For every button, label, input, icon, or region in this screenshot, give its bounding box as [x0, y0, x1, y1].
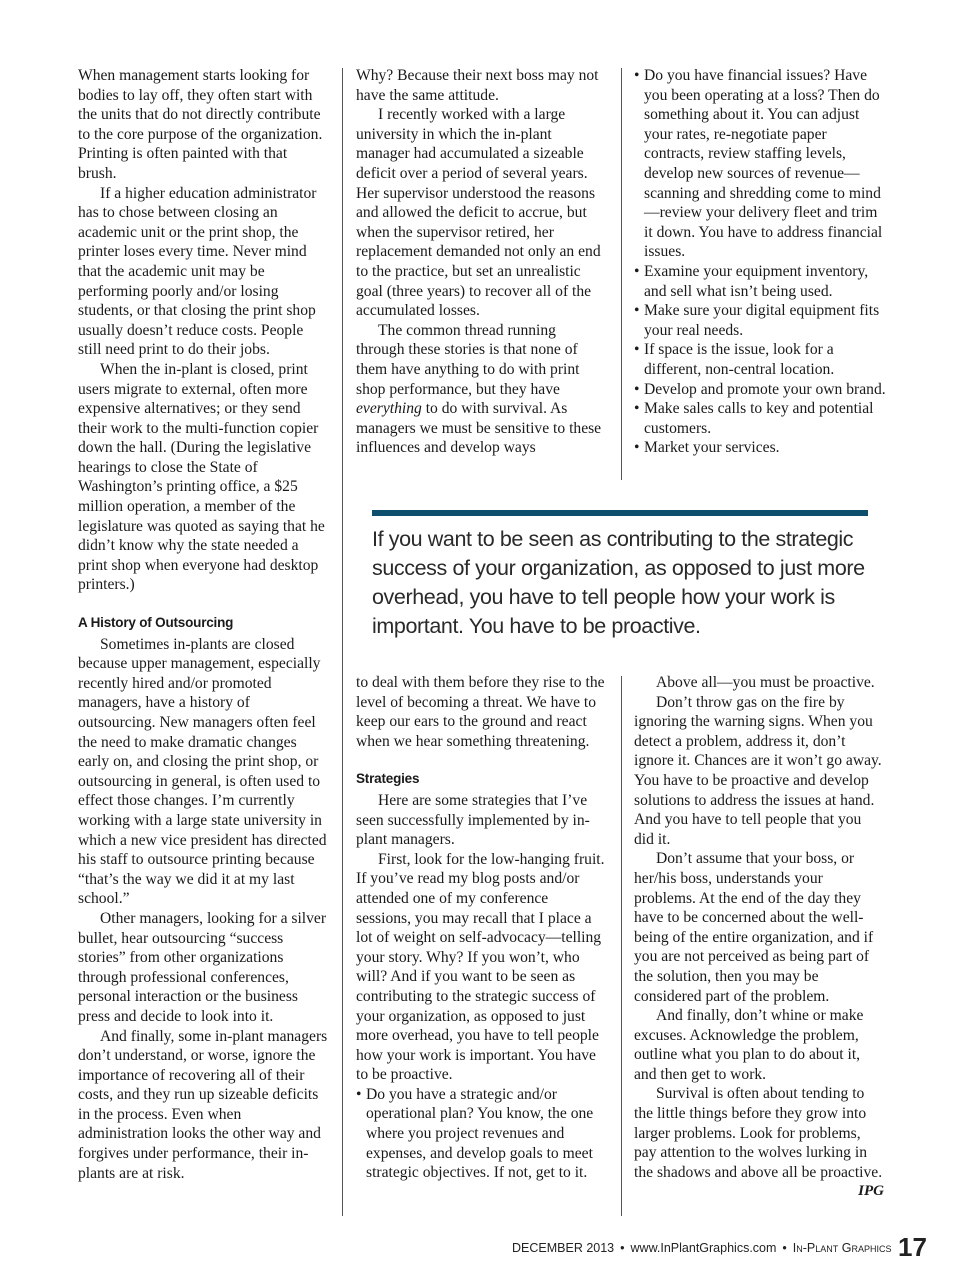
paragraph: Sometimes in-plants are closed because upper management, especially recently hired and/or promoted managers, have a history of outsourcing. New managers often feel the need to make dramatic changes early on, and closing the print shop, or outsourcing in general, is often used to effect those changes. I’m currently working with a large state university in which a new vice president has directed his staff to outsource printing because “that’s the way we did it at my last school.”	[78, 635, 327, 908]
column-divider	[342, 68, 343, 1216]
paragraph: If a higher education administrator has to chose between closing an academic unit or the print shop, the printer loses every time. Never mind that the academic unit may be performing poorly and/or losing students, or that closing the print shop usually doesn’t reduce costs. People still need print to do their jobs.	[78, 184, 317, 359]
paragraph: Other managers, looking for a silver bullet, hear outsourcing “success stories” from other organizations through professional conferences, personal interaction or the business press and decide to look into it.	[78, 909, 327, 1025]
pull-quote-bar	[372, 510, 868, 516]
column-1	[78, 66, 328, 1183]
column-2-bottom	[356, 673, 606, 1183]
paragraph: to deal with them before they rise to the level of becoming a threat. We have to keep our ears to the ground and react when we hear something threatening.	[356, 674, 605, 750]
paragraph: First, look for the low-hanging fruit. If you’ve read my blog posts and/or attended one of my conference sessions, you may recall that I place a lot of weight on self-advocacy—telling your story. Why? If you won’t, who will? And if you want to be seen as contributing to the strategic success of your organization, as opposed to just more overhead, you have to tell people how your work is important. You have to be proactive.	[356, 850, 605, 1084]
paragraph: Don’t assume that your boss, or her/his boss, understands your problems. At the end of the day they have to be concerned about the well-being of the entire organization, and if you are not perceived as being part of the solution, then you may be considered part of the problem.	[634, 850, 874, 1005]
issue-date: DECEMBER 2013	[512, 1241, 615, 1255]
column-3-top	[634, 66, 886, 458]
pull-quote: If you want to be seen as contributing to the strategic success of your organization, as opposed to just more overhead, you have to tell people how your work is important. You have to be proactive.	[372, 527, 865, 638]
list-item: • Develop and promote your own brand.	[634, 380, 886, 400]
strategy-list	[634, 66, 886, 458]
paragraph: When management starts looking for bodies to lay off, they often start with the units that do not directly contribute to the core purpose of the organization. Printing is often painted with that brush.	[78, 67, 323, 182]
bullet-icon: •	[782, 1241, 787, 1255]
paragraph: I recently worked with a large university in which the in-plant manager had accumulated a sizeable deficit over a period of several years. Her supervisor understood the reasons and allowed the deficit to accrue, but when the supervisor retired, her replacement demanded not only an end to the practice, but set an unrealistic goal (three years) to recover all of the accumulated losses.	[356, 106, 601, 320]
paragraph: The common thread running through these stories is that none of them have anything to do with print shop performance, but they have everything to do with survival. As managers we must be sensitive to these influences and develop ways	[356, 321, 602, 457]
bullet-icon: •	[620, 1241, 625, 1255]
list-item: • If space is the issue, look for a different, non-central location.	[634, 340, 886, 379]
strategy-list	[356, 1085, 606, 1183]
list-item: • Examine your equipment inventory, and sell what isn’t being used.	[634, 262, 886, 301]
paragraph: Above all—you must be proactive.	[656, 674, 875, 691]
paragraph: Why? Because their next boss may not have the same attitude.	[356, 67, 599, 104]
paragraph: And finally, some in-plant managers don’t understand, or worse, ignore the importance of recovering all of their costs, and they run up sizeable deficits in the process. Even when administration looks the other way and forgives under performance, their in-plants are at risk.	[78, 1027, 328, 1182]
list-item: • Make sales calls to key and potential customers.	[634, 399, 886, 438]
paragraph: Here are some strategies that I’ve seen successfully implemented by in-plant managers.	[356, 791, 590, 849]
paragraph: Survival is often about tending to the little things before they grow into larger problems. Look for problems, pay attention to the wolves lurking in the shadows and above all be proactive. IPG	[634, 1084, 884, 1182]
publication-name: In-Plant Graphics	[792, 1241, 892, 1255]
paragraph: Don’t throw gas on the fire by ignoring the warning signs. When you detect a problem, address it, don’t ignore it. Chances are it won’t go away. You have to be proactive and develop solutions to address the issues at hand. And you have to tell people that you did it.	[634, 693, 882, 848]
section-heading-strategies: Strategies	[356, 771, 420, 787]
page-footer	[512, 1241, 952, 1255]
site-url: www.InPlantGraphics.com	[630, 1241, 777, 1255]
column-3-bottom	[634, 673, 884, 1202]
page-number: 17	[898, 1232, 927, 1262]
paragraph: When the in-plant is closed, print users migrate to external, often more expensive alternatives; or they send their work to the multi-function copier down the hall. (During the legislative hearings to close the State of Washington’s printing office, a $25 million operation, a member of the legislature was quoted as saying that he didn’t know why the state needed a print shop when everyone had desktop printers.)	[78, 360, 325, 594]
signature-mark: IPG	[858, 1183, 884, 1200]
column-divider	[621, 676, 622, 1216]
section-heading-outsourcing: A History of Outsourcing	[78, 615, 234, 631]
paragraph: And finally, don’t whine or make excuses. Acknowledge the problem, outline what you plan to do about it, and then get to work.	[634, 1007, 864, 1083]
list-item: • Do you have a strategic and/or operational plan? You know, the one where you project revenues and expenses, and develop goals to meet strategic objectives. If not, get to it.	[356, 1085, 606, 1183]
list-item: • Do you have financial issues? Have you been operating at a loss? Then do something about it. You can adjust your rates, re-negotiate paper contracts, review staffing levels, develop new sources of revenue—scanning and shredding come to mind—review your delivery fleet and trim it down. You have to address financial issues.	[634, 66, 886, 262]
column-2-top	[356, 66, 606, 458]
column-divider	[621, 68, 622, 480]
list-item: • Make sure your digital equipment fits your real needs.	[634, 301, 886, 340]
list-item: • Market your services.	[634, 438, 886, 458]
